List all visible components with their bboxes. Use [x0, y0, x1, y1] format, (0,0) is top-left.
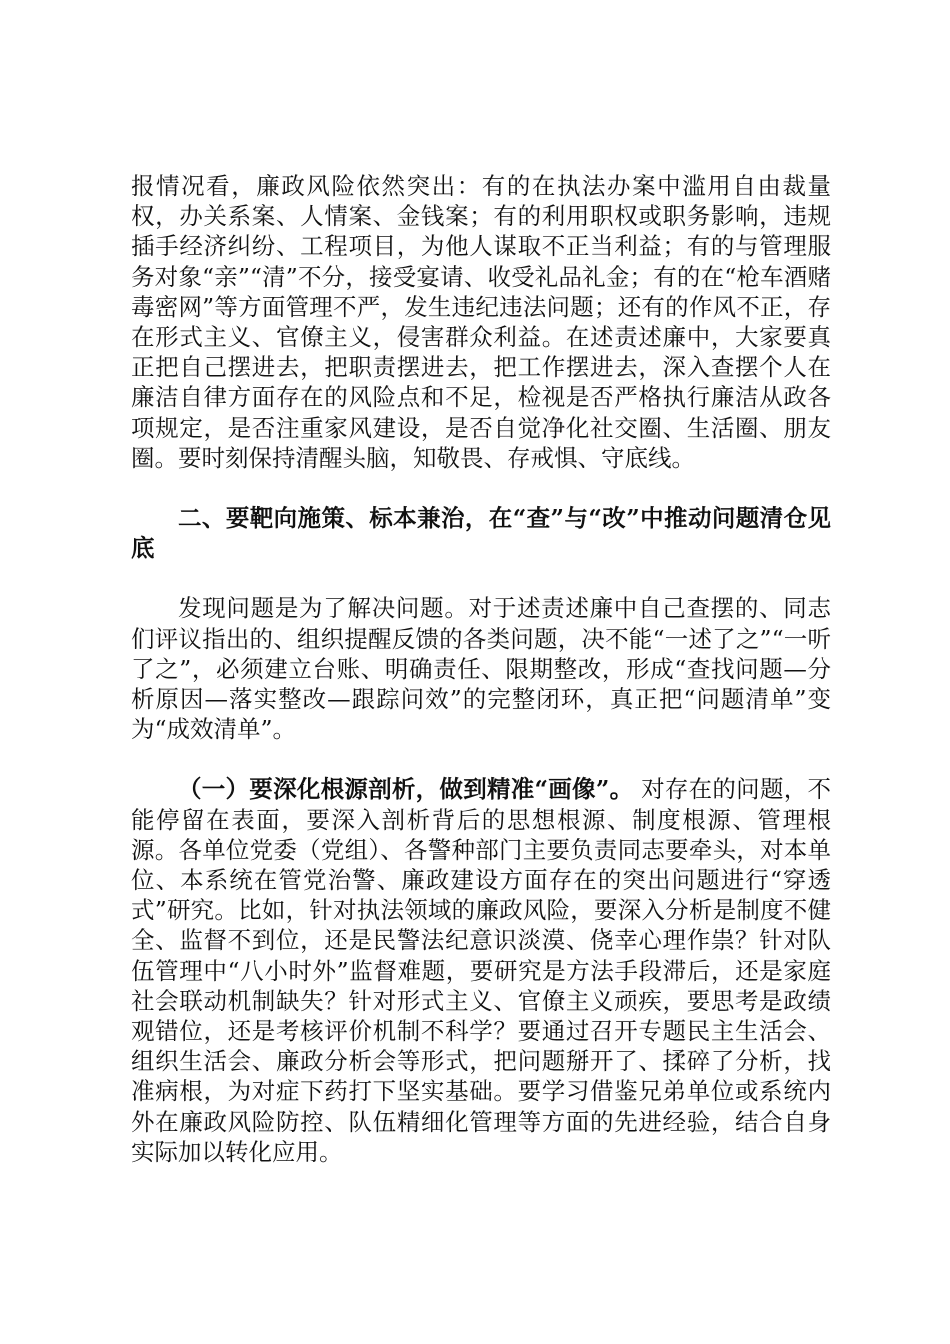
paragraph-spacer [131, 473, 831, 503]
subsection-body-1: 对存在的问题，不能停留在表面，要深入剖析背后的思想根源、制度根源、管理根源。各单位党委（党组）、各警种部门主要负责同志要牵头，对本单位、本系统在管党治警、廉政建设方面存在的突出问题进行“穿透式”研究。比如，针对执法领域的廉政风险，要深入分析是制度不健全、监督不到位，还是民警法纪意识淡漠、侥幸心理作祟？针对队伍管理中“八小时外”监督难题，要研究是方法手段滞后，还是家庭社会联动机制缺失？针对形式主义、官僚主义顽疾，要思考是政绩观错位，还是考核评价机制不科学？要通过召开专题民主生活会、组织生活会、廉政分析会等形式，把问题掰开了、揉碎了分析，找准病根，为对症下药打下坚实基础。要学习借鉴兄弟单位或系统内外在廉政风险防控、队伍精细化管理等方面的先进经验，结合自身实际加以转化应用。 [131, 775, 831, 1166]
subsection-heading-1: （一）要深化根源剖析，做到精准“画像”。 [178, 775, 634, 804]
paragraph-spacer [131, 563, 831, 593]
section-heading-2: 二、要靶向施策、标本兼治，在“查”与“改”中推动问题清仓见底 [131, 504, 831, 563]
paragraph-root-analysis [131, 774, 831, 1167]
document-body [131, 171, 831, 1167]
paragraph-problem-solving: 发现问题是为了解决问题。对于述责述廉中自己查摆的、同志们评议指出的、组织提醒反馈的各类问题，决不能“一述了之”“一听了之”，必须建立台账、明确责任、限期整改，形成“查找问题—分析原因—落实整改—跟踪问效”的完整闭环，真正把“问题清单”变为“成效清单”。 [131, 594, 831, 744]
paragraph-spacer [131, 744, 831, 774]
paragraph-risk-overview: 报情况看，廉政风险依然突出：有的在执法办案中滥用自由裁量权，办关系案、人情案、金钱案；有的利用职权或职务影响，违规插手经济纠纷、工程项目，为他人谋取不正当利益；有的与管理服务对象“亲”“清”不分，接受宴请、收受礼品礼金；有的在“枪车酒赌毒密网”等方面管理不严，发生违纪违法问题；还有的作风不正，存在形式主义、官僚主义，侵害群众利益。在述责述廉中，大家要真正把自己摆进去，把职责摆进去，把工作摆进去，深入查摆个人在廉洁自律方面存在的风险点和不足，检视是否严格执行廉洁从政各项规定，是否注重家风建设，是否自觉净化社交圈、生活圈、朋友圈。要时刻保持清醒头脑，知敬畏、存戒惧、守底线。 [131, 172, 831, 472]
